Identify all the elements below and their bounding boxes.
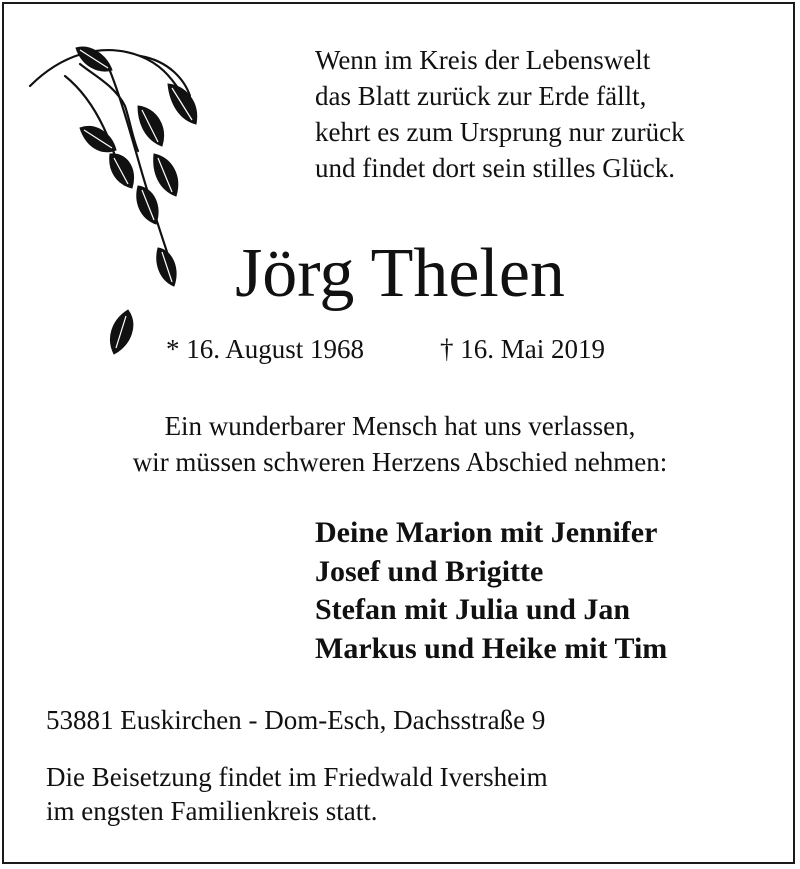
message-line: Ein wunderbarer Mensch hat uns verlassen, [164,411,636,441]
poem [315,42,685,186]
family-line: Josef und Brigitte [315,554,544,588]
family-line: Stefan mit Julia und Jan [315,593,631,626]
family-line: Markus und Heike mit Tim [315,631,668,665]
poem-line: das Blatt zurück zur Erde fällt, [315,81,647,111]
poem-line: Wenn im Kreis der Lebenswelt [315,45,651,75]
family-names [315,514,667,668]
deceased-name-row [0,234,800,314]
birth-date: * 16. August 1968 [166,334,365,364]
death-date: † 16. Mai 2019 [440,334,605,364]
address: 53881 Euskirchen - Dom-Esch, Dachsstraße 9 [46,705,546,735]
birch-branch-icon [20,36,220,376]
message-line: wir müssen schweren Herzens Abschied nehmen: [132,447,668,477]
poem-line: kehrt es zum Ursprung nur zurück [315,117,685,147]
note-line: Die Beisetzung findet im Friedwald Iversheim [46,762,548,792]
farewell-message [0,408,800,480]
note-line: im engsten Familienkreis statt. [46,796,378,826]
poem-line: und findet dort sein stilles Glück. [315,153,675,183]
family-line: Deine Marion mit Jennifer [315,516,658,549]
burial-note [46,760,548,828]
deceased-name: Jörg Thelen [235,235,565,312]
